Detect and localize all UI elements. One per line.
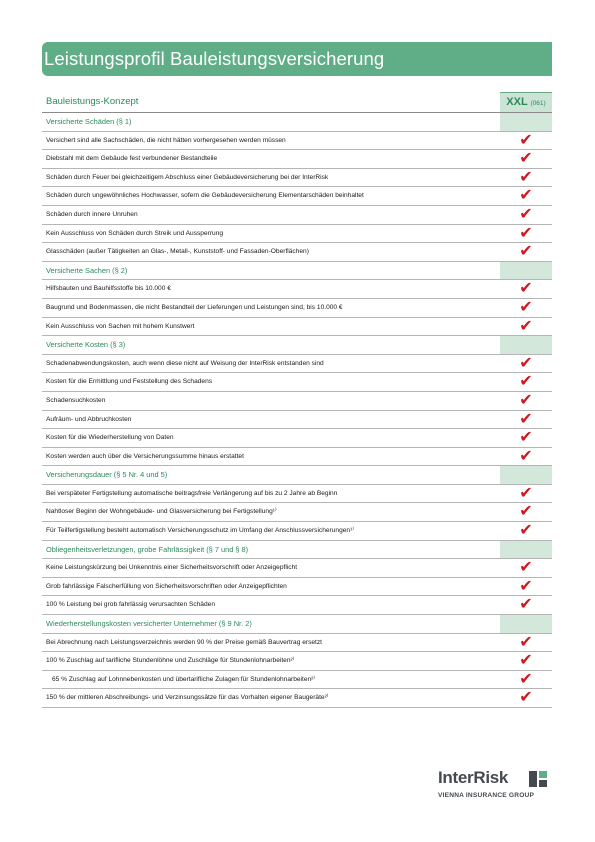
xxl-cell — [500, 615, 552, 633]
xxl-cell — [500, 559, 552, 577]
section-heading: Versicherungsdauer (§ 5 Nr. 4 und 5) — [46, 470, 168, 480]
row-text: Kosten für die Wiederherstellung von Daten — [46, 434, 174, 442]
table-row — [42, 225, 552, 244]
row-text: Kosten für die Ermittlung und Feststellung des Schadens — [46, 378, 213, 386]
xxl-cell — [500, 150, 552, 168]
row-text: Baugrund und Bodenmassen, die nicht Bestandteil der Lieferungen und Leistungen sind, bis 10.000 € — [46, 303, 343, 311]
xxl-cell — [500, 280, 552, 298]
check-icon: ✔ — [519, 689, 533, 707]
check-icon: ✔ — [519, 298, 533, 316]
row-text: Für Teilfertigstellung besteht automatisch Versicherungsschutz im Umfang der Anschlussversicherungen¹⁾ — [46, 527, 354, 535]
table-row — [42, 522, 552, 541]
table-row — [42, 169, 552, 188]
table-row — [42, 243, 552, 262]
interrisk-logo — [438, 768, 558, 818]
xxl-cell — [500, 169, 552, 187]
row-text: Kein Ausschluss von Sachen mit hohem Kunstwert — [46, 322, 195, 330]
check-icon: ✔ — [519, 373, 533, 391]
table-row — [42, 578, 552, 597]
section-heading: Versicherte Sachen (§ 2) — [46, 265, 128, 275]
table-row — [42, 355, 552, 374]
check-icon: ✔ — [519, 205, 533, 223]
table-row — [42, 206, 552, 225]
xxl-cell — [500, 392, 552, 410]
row-text: Schäden durch ungewöhnliches Hochwasser, sofern die Gebäudeversicherung Elementarschäden beinhaltet — [46, 192, 364, 200]
check-icon: ✔ — [519, 429, 533, 447]
check-icon: ✔ — [519, 187, 533, 205]
check-icon: ✔ — [519, 224, 533, 242]
xxl-cell — [500, 541, 552, 559]
product-column-header — [500, 92, 552, 112]
row-text: 150 % der mittleren Abschreibungs- und Verzinsungssätze für das Vorhalten eigener Baugeräte²⁾ — [46, 694, 329, 702]
table-row — [42, 373, 552, 392]
row-text: Bei Abrechnung nach Leistungsverzeichnis werden 90 % der Preise gemäß Bauvertrag ersetzt — [46, 638, 322, 646]
row-text: Kein Ausschluss von Schäden durch Streik und Aussperrung — [46, 229, 224, 237]
table-row — [42, 485, 552, 504]
xxl-cell — [500, 225, 552, 243]
table-header — [42, 92, 552, 113]
xxl-cell — [500, 448, 552, 466]
table-row — [42, 448, 552, 467]
section-row — [42, 336, 552, 355]
row-text: 100 % Zuschlag auf tarifliche Stundenlöhne und Zuschläge für Stundenlohnarbeiten²⁾ — [46, 657, 295, 665]
check-icon: ✔ — [519, 317, 533, 335]
check-icon: ✔ — [519, 652, 533, 670]
table-row — [42, 652, 552, 671]
table-row — [42, 671, 552, 690]
xxl-cell — [500, 262, 552, 280]
section-row — [42, 466, 552, 485]
check-icon: ✔ — [519, 633, 533, 651]
check-icon: ✔ — [519, 150, 533, 168]
row-text: Schadensuchkosten — [46, 396, 106, 404]
table-body — [42, 113, 552, 708]
row-text: 65 % Zuschlag auf Lohnnebenkosten und übertarifliche Zulagen für Stundenlohnarbeiten²⁾ — [52, 675, 315, 683]
table-row — [42, 596, 552, 615]
check-icon: ✔ — [519, 596, 533, 614]
table-row — [42, 689, 552, 708]
check-icon: ✔ — [519, 670, 533, 688]
row-text: Schäden durch innere Unruhen — [46, 210, 138, 218]
row-text: Hilfsbauten und Bauhilfsstoffe bis 10.000 € — [46, 285, 171, 293]
xxl-cell — [500, 187, 552, 205]
xxl-cell — [500, 411, 552, 429]
xxl-cell — [500, 373, 552, 391]
xxl-cell — [500, 503, 552, 521]
xxl-cell — [500, 596, 552, 614]
table-row — [42, 187, 552, 206]
check-icon: ✔ — [519, 410, 533, 428]
check-icon: ✔ — [519, 243, 533, 261]
row-text: Schäden durch Feuer bei gleichzeitigem Abschluss einer Gebäudeversicherung bei der InterRisk — [46, 173, 329, 181]
table-row — [42, 318, 552, 337]
check-icon: ✔ — [519, 447, 533, 465]
coverage-table — [42, 92, 552, 708]
table-row — [42, 429, 552, 448]
section-heading: Versicherte Schäden (§ 1) — [46, 117, 132, 126]
xxl-cell — [500, 299, 552, 317]
row-text: 100 % Leistung bei grob fahrlässig verursachten Schäden — [46, 601, 215, 609]
row-text: Nahtloser Beginn der Wohngebäude- und Glasversicherung bei Fertigstellung¹⁾ — [46, 508, 277, 516]
logo-mark-icon — [529, 771, 547, 787]
xxl-cell — [500, 634, 552, 652]
xxl-cell — [500, 429, 552, 447]
title-banner — [42, 42, 552, 76]
xxl-cell — [500, 485, 552, 503]
table-row — [42, 559, 552, 578]
product-name: XXL — [506, 96, 528, 108]
table-row — [42, 280, 552, 299]
xxl-cell — [500, 206, 552, 224]
section-heading: Obliegenheitsverletzungen, grobe Fahrlässigkeit (§ 7 und § 8) — [46, 544, 249, 554]
concept-heading: Bauleistungs-Konzept — [46, 96, 139, 107]
page-title: Leistungsprofil Bauleistungsversicherung — [44, 48, 385, 69]
logo-subline: VIENNA INSURANCE GROUP — [438, 792, 535, 799]
xxl-cell — [500, 466, 552, 484]
table-row — [42, 132, 552, 151]
row-text: Diebstahl mit dem Gebäude fest verbundener Bestandteile — [46, 155, 218, 163]
row-text: Aufräum- und Abbruchkosten — [46, 415, 132, 423]
check-icon: ✔ — [519, 522, 533, 540]
check-icon: ✔ — [519, 503, 533, 521]
section-heading: Wiederherstellungskosten versicherter Unternehmer (§ 9 Nr. 2) — [46, 619, 252, 629]
xxl-cell — [500, 243, 552, 261]
check-icon: ✔ — [519, 484, 533, 502]
section-row — [42, 541, 552, 560]
table-row — [42, 392, 552, 411]
logo-wordmark: InterRisk — [438, 768, 509, 787]
xxl-cell — [500, 318, 552, 336]
xxl-cell — [500, 355, 552, 373]
xxl-cell — [500, 671, 552, 689]
section-heading: Versicherte Kosten (§ 3) — [46, 340, 126, 350]
row-text: Bei verspäteter Fertigstellung automatische beitragsfreie Verlängerung auf bis zu 2 Jahre ab Beginn — [46, 489, 338, 497]
check-icon: ✔ — [519, 168, 533, 186]
row-text: Glasschäden (außer Tätigkeiten an Glas-, Metall-, Kunststoff- und Fassaden-Oberflächen) — [46, 248, 309, 256]
row-text: Grob fahrlässige Falscherfüllung von Sicherheitsvorschriften oder Anzeigepflichten — [46, 582, 287, 590]
row-text: Kosten werden auch über die Versicherungssumme hinaus erstattet — [46, 452, 244, 460]
check-icon: ✔ — [519, 559, 533, 577]
check-icon: ✔ — [519, 354, 533, 372]
table-row — [42, 411, 552, 430]
xxl-cell — [500, 113, 552, 131]
xxl-cell — [500, 132, 552, 150]
section-row — [42, 262, 552, 281]
xxl-cell — [500, 522, 552, 540]
row-text: Schadenabwendungskosten, auch wenn diese nicht auf Weisung der InterRisk entstanden sind — [46, 359, 324, 367]
check-icon: ✔ — [519, 391, 533, 409]
xxl-cell — [500, 689, 552, 707]
section-row — [42, 615, 552, 634]
table-row — [42, 299, 552, 318]
row-text: Keine Leistungskürzung bei Unkenntnis einer Sicherheitsvorschrift oder Anzeigepflicht — [46, 564, 298, 572]
xxl-cell — [500, 336, 552, 354]
check-icon: ✔ — [519, 131, 533, 149]
section-row — [42, 113, 552, 132]
table-row — [42, 634, 552, 653]
check-icon: ✔ — [519, 280, 533, 298]
check-icon: ✔ — [519, 577, 533, 595]
xxl-cell — [500, 652, 552, 670]
xxl-cell — [500, 578, 552, 596]
row-text: Versichert sind alle Sachschäden, die nicht hätten vorhergesehen werden müssen — [46, 136, 286, 144]
table-row — [42, 150, 552, 169]
product-code: (061) — [530, 100, 546, 107]
table-row — [42, 503, 552, 522]
